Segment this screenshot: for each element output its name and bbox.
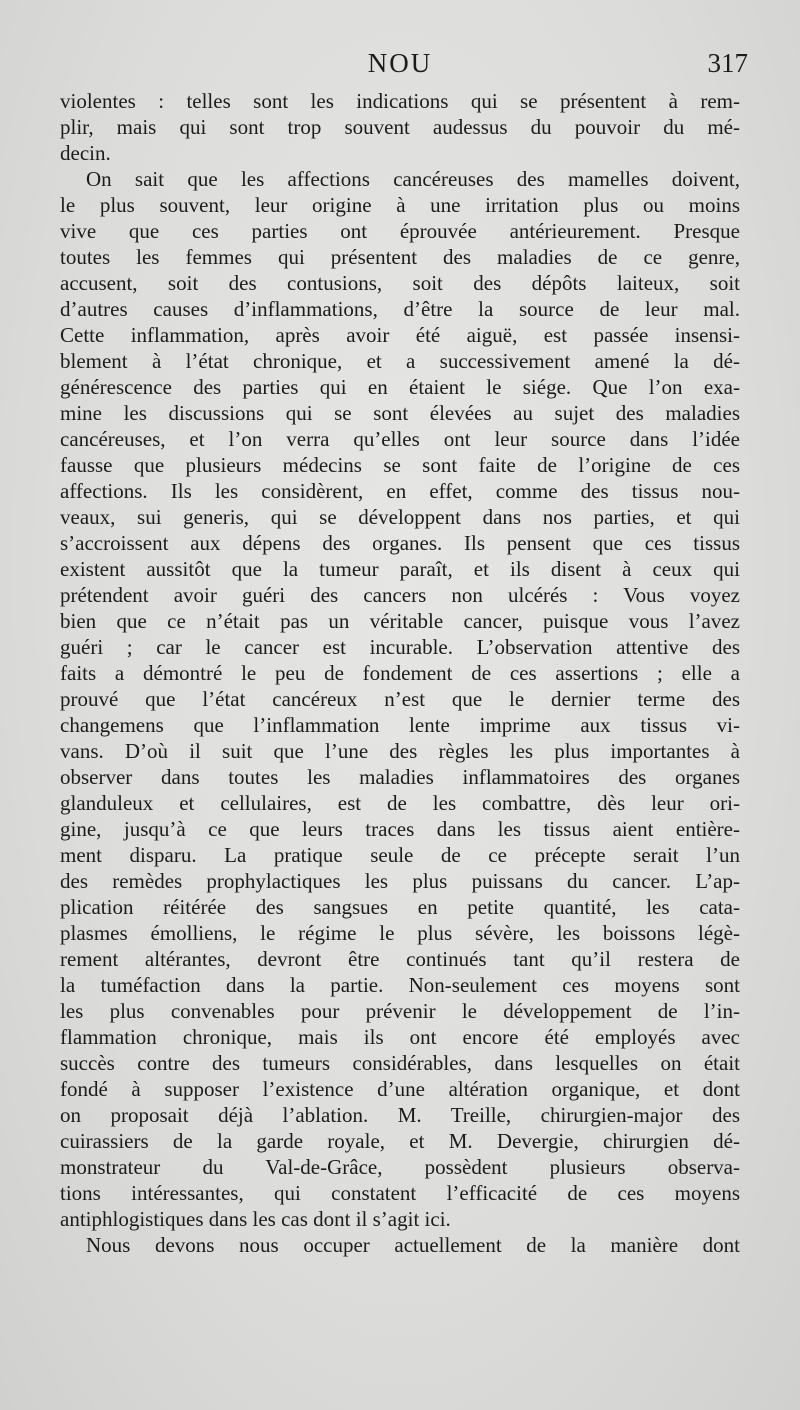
text-line: cancéreuses, et l’on verra qu’elles ont leur source dans l’idée <box>60 427 740 451</box>
text-line: s’accroissent aux dépens des organes. Ils pensent que ces tissus <box>60 531 740 555</box>
text-line: plir, mais qui sont trop souvent audessus du pouvoir du mé- <box>60 115 740 139</box>
text-line: plication réitérée des sangsues en petite quantité, les cata- <box>60 895 740 919</box>
text-line: mine les discussions qui se sont élevées au sujet des maladies <box>60 401 740 425</box>
text-line: plasmes émolliens, le régime le plus sévère, les boissons légè- <box>60 921 740 945</box>
body-text <box>60 88 740 1258</box>
text-line: les plus convenables pour prévenir le développement de l’in- <box>60 999 740 1023</box>
text-line: rement altérantes, devront être continués tant qu’il restera de <box>60 947 740 971</box>
text-line: accusent, soit des contusions, soit des dépôts laiteux, soit <box>60 271 740 295</box>
text-line: glanduleux et cellulaires, est de les combattre, dès leur ori- <box>60 791 740 815</box>
text-line: gine, jusqu’à ce que leurs traces dans les tissus aient entière- <box>60 817 740 841</box>
text-line: veaux, sui generis, qui se développent dans nos parties, et qui <box>60 505 740 529</box>
text-line: guéri ; car le cancer est incurable. L’observation attentive des <box>60 635 740 659</box>
text-line: la tuméfaction dans la partie. Non-seulement ces moyens sont <box>60 973 740 997</box>
text-line: fausse que plusieurs médecins se sont faite de l’origine de ces <box>60 453 740 477</box>
text-line: toutes les femmes qui présentent des maladies de ce genre, <box>60 245 740 269</box>
text-line: bien que ce n’était pas un véritable cancer, puisque vous l’avez <box>60 609 740 633</box>
text-line: affections. Ils les considèrent, en effet, comme des tissus nou- <box>60 479 740 503</box>
text-line: violentes : telles sont les indications qui se présentent à rem- <box>60 89 740 113</box>
running-head-title: NOU <box>367 48 433 78</box>
text-line: le plus souvent, leur origine à une irritation plus ou moins <box>60 193 740 217</box>
text-line: blement à l’état chronique, et a successivement amené la dé- <box>60 349 740 373</box>
text-line: tions intéressantes, qui constatent l’efficacité de ces moyens <box>60 1181 740 1205</box>
text-line: decin. <box>60 141 111 165</box>
text-line: cuirassiers de la garde royale, et M. Devergie, chirurgien dé- <box>60 1129 740 1153</box>
text-line: existent aussitôt que la tumeur paraît, et ils disent à ceux qui <box>60 557 740 581</box>
text-line: fondé à supposer l’existence d’une altération organique, et dont <box>60 1077 740 1101</box>
text-line: on proposait déjà l’ablation. M. Treille, chirurgien-major des <box>60 1103 740 1127</box>
text-line: générescence des parties qui en étaient le siége. Que l’on exa- <box>60 375 740 399</box>
text-line: ment disparu. La pratique seule de ce précepte serait l’un <box>60 843 740 867</box>
text-line: vive que ces parties ont éprouvée antérieurement. Presque <box>60 219 740 243</box>
page-number: 317 <box>707 48 748 78</box>
text-line: des remèdes prophylactiques les plus puissans du cancer. L’ap- <box>60 869 740 893</box>
text-line: vans. D’où il suit que l’une des règles les plus importantes à <box>60 739 740 763</box>
running-head <box>60 48 748 84</box>
text-line: Cette inflammation, après avoir été aiguë, est passée insensi- <box>60 323 740 347</box>
text-line: observer dans toutes les maladies inflammatoires des organes <box>60 765 740 789</box>
text-line: monstrateur du Val-de-Grâce, possèdent plusieurs observa- <box>60 1155 740 1179</box>
text-line: prouvé que l’état cancéreux n’est que le dernier terme des <box>60 687 740 711</box>
text-line: d’autres causes d’inflammations, d’être la source de leur mal. <box>60 297 740 321</box>
text-line: Nous devons nous occuper actuellement de la manière dont <box>86 1233 740 1257</box>
text-line: flammation chronique, mais ils ont encore été employés avec <box>60 1025 740 1049</box>
text-line: On sait que les affections cancéreuses des mamelles doivent, <box>86 167 740 191</box>
text-line: succès contre des tumeurs considérables, dans lesquelles on était <box>60 1051 740 1075</box>
text-line: prétendent avoir guéri des cancers non ulcérés : Vous voyez <box>60 583 740 607</box>
text-line: changemens que l’inflammation lente imprime aux tissus vi- <box>60 713 740 737</box>
text-line: faits a démontré le peu de fondement de ces assertions ; elle a <box>60 661 740 685</box>
text-line: antiphlogistiques dans les cas dont il s’agit ici. <box>60 1207 451 1231</box>
